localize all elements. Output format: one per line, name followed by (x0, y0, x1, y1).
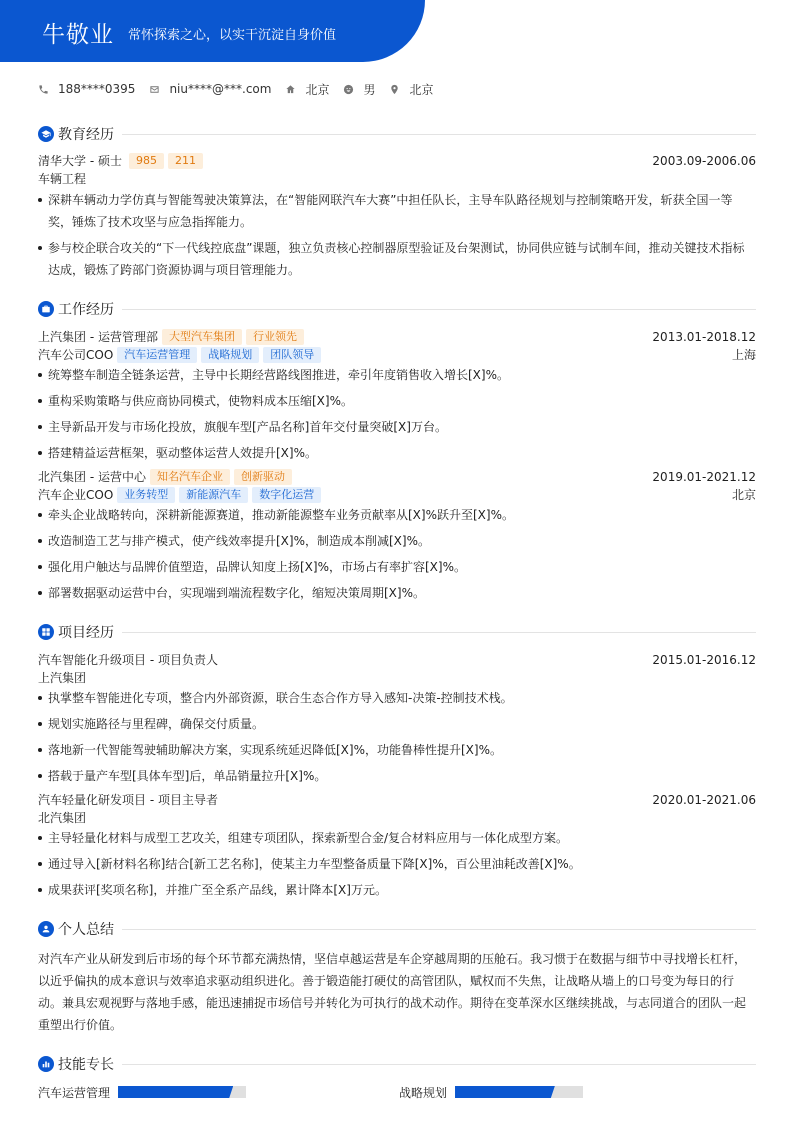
work-role-row (38, 486, 756, 504)
project-org-row (38, 669, 756, 687)
company-name: 上汽集团 - 运营管理部 (38, 330, 158, 344)
phone-icon (38, 84, 49, 95)
list-item: 执掌整车智能进化专项，整合内外部资源，联合生态合作方导入感知-决策-控制技术栈。 (38, 687, 756, 709)
role-tag: 汽车运营管理 (117, 347, 197, 363)
list-item: 参与校企联合攻关的“下一代线控底盘”课题，独立负责核心控制器原型验证及台架测试，协同供应链与试制车间，推动关键技术指标达成，锻炼了跨部门资源协调与项目管理能力。 (38, 237, 756, 281)
section-work (38, 299, 756, 319)
contact-row (38, 80, 448, 98)
project-org: 北汽集团 (38, 811, 87, 825)
list-item: 部署数据驱动运营中台，实现端到端流程数字化，缩短决策周期[X]%。 (38, 582, 756, 604)
list-item: 重构采购策略与供应商协同模式，使物料成本压缩[X]%。 (38, 390, 756, 412)
gender: 男 (363, 82, 376, 97)
user-icon (343, 84, 354, 95)
skill-name: 战略规划 (399, 1085, 448, 1100)
project-title: 汽车智能化升级项目 - 项目负责人 (38, 653, 218, 667)
section-title-education: 教育经历 (58, 127, 114, 143)
list-item: 搭载于量产车型[具体车型]后，单品销量拉升[X]%。 (38, 765, 756, 787)
phone-number: 188****0395 (58, 82, 136, 96)
project-org-row (38, 809, 756, 827)
role-tag: 数字化运营 (252, 487, 321, 503)
education-tag: 985 (129, 153, 164, 169)
skill-bar-fill (455, 1086, 555, 1098)
school-name: 清华大学 - 硕士 (38, 154, 122, 168)
project-title: 汽车轻量化研发项目 - 项目主导者 (38, 793, 218, 807)
role-tag: 战略规划 (201, 347, 259, 363)
education-header (38, 152, 756, 170)
contact-phone (38, 82, 135, 96)
project-header (38, 791, 756, 809)
section-divider (122, 1064, 756, 1065)
role-tag: 业务转型 (117, 487, 175, 503)
list-item: 搭建精益运营框架，驱动整体运营人效提升[X]%。 (38, 442, 756, 464)
skill-name: 汽车运营管理 (38, 1085, 111, 1100)
section-divider (122, 134, 756, 135)
project-date: 2020.01-2021.06 (652, 793, 756, 807)
section-divider (122, 632, 756, 633)
candidate-name: 牛敬业 (42, 22, 114, 48)
list-item: 落地新一代智能驾驶辅助解决方案，实现系统延迟降低[X]%，功能鲁棒性提升[X]%。 (38, 739, 756, 761)
email-address: niu****@***.com (169, 82, 272, 96)
project-header (38, 651, 756, 669)
company-tag: 创新驱动 (234, 469, 292, 485)
list-item: 通过导入[新材料名称]结合[新工艺名称]，使某主力车型整备质量下降[X]%，百公里油耗改善[X]%。 (38, 853, 756, 875)
section-title-work: 工作经历 (58, 302, 114, 318)
contact-email (149, 82, 271, 96)
role-tag: 新能源汽车 (179, 487, 248, 503)
project-date: 2015.01-2016.12 (652, 653, 756, 667)
work-role-row (38, 346, 756, 364)
section-divider (122, 929, 756, 930)
summary-paragraph: 对汽车产业从研发到后市场的每个环节都充满热情，坚信卓越运营是车企穿越周期的压舱石。我习惯于在数据与细节中寻找增长杠杆，以近乎偏执的成本意识与效率追求驱动组织进化。善于锻造能打硬仗的高管团队，赋权而不失焦，让战略从墙上的口号变为每日的行动。兼具宏观视野与落地手感，能迅速捕捉市场信号并转化为可执行的战术动作。期待在变革深水区继续挑战，与志同道合的团队一起重塑出行价值。 (38, 952, 747, 1032)
contact-gender (343, 81, 375, 98)
company-tag: 知名汽车企业 (150, 469, 230, 485)
list-item: 统筹整车制造全链条运营，主导中长期经营路线图推进，牵引年度销售收入增长[X]%。 (38, 364, 756, 386)
education-major: 车辆工程 (38, 172, 87, 186)
work-header (38, 328, 756, 346)
candidate-tagline: 常怀探索之心，以实干沉淀自身价值 (128, 28, 337, 43)
mail-icon (149, 84, 160, 95)
graduation-cap-icon (38, 126, 54, 142)
company-name: 北汽集团 - 运营中心 (38, 470, 146, 484)
company-tag: 大型汽车集团 (162, 329, 242, 345)
list-item: 主导轻量化材料与成型工艺攻关，组建专项团队，探索新型合金/复合材料应用与一体化成型方案。 (38, 827, 756, 849)
list-item: 规划实施路径与里程碑，确保交付质量。 (38, 713, 756, 735)
company-tag: 行业领先 (246, 329, 304, 345)
skill-item (38, 1084, 246, 1100)
work-date: 2019.01-2021.12 (652, 470, 756, 484)
section-projects (38, 622, 756, 642)
project-org: 上汽集团 (38, 671, 87, 685)
work-city: 北京 (731, 488, 756, 502)
location: 北京 (409, 82, 434, 97)
skill-bar-track (455, 1086, 583, 1098)
work-city: 上海 (731, 348, 756, 362)
list-item: 主导新品开发与市场化投放，旗舰车型[产品名称]首年交付量突破[X]万台。 (38, 416, 756, 438)
skill-bar-fill (118, 1086, 233, 1098)
section-education (38, 124, 756, 144)
education-date: 2003.09-2006.06 (652, 154, 756, 168)
job-role: 汽车公司COO (38, 348, 114, 362)
role-tag: 团队领导 (263, 347, 321, 363)
section-title-summary: 个人总结 (58, 922, 114, 938)
section-summary (38, 919, 756, 939)
section-skills (38, 1054, 756, 1074)
list-item: 深耕车辆动力学仿真与智能驾驶决策算法，在“智能网联汽车大赛”中担任队长，主导车队路径规划与控制策略开发，斩获全国一等奖，锤炼了技术攻坚与应急指挥能力。 (38, 189, 756, 233)
briefcase-icon (38, 301, 54, 317)
section-divider (122, 309, 756, 310)
grid-icon (38, 624, 54, 640)
work-date: 2013.01-2018.12 (652, 330, 756, 344)
section-title-projects: 项目经历 (58, 625, 114, 641)
contact-hometown (285, 81, 329, 98)
list-item: 改造制造工艺与排产模式，使产线效率提升[X]%，制造成本削减[X]%。 (38, 530, 756, 552)
education-tag: 211 (168, 153, 203, 169)
list-item: 牵头企业战略转向，深耕新能源赛道，推动新能源整车业务贡献率从[X]%跃升至[X]%。 (38, 504, 756, 526)
hometown: 北京 (305, 82, 330, 97)
home-icon (285, 84, 296, 95)
contact-location (389, 81, 433, 98)
list-item: 成果获评[奖项名称]，并推广至全系产品线，累计降本[X]万元。 (38, 879, 756, 901)
bar-chart-icon (38, 1056, 54, 1072)
section-title-skills: 技能专长 (58, 1057, 114, 1073)
skill-bar-track (118, 1086, 246, 1098)
work-header (38, 468, 756, 486)
user-circle-icon (38, 921, 54, 937)
list-item: 强化用户触达与品牌价值塑造，品牌认知度上扬[X]%，市场占有率扩容[X]%。 (38, 556, 756, 578)
education-major-row (38, 170, 756, 188)
location-pin-icon (389, 84, 400, 95)
skill-item (399, 1084, 583, 1100)
job-role: 汽车企业COO (38, 488, 114, 502)
